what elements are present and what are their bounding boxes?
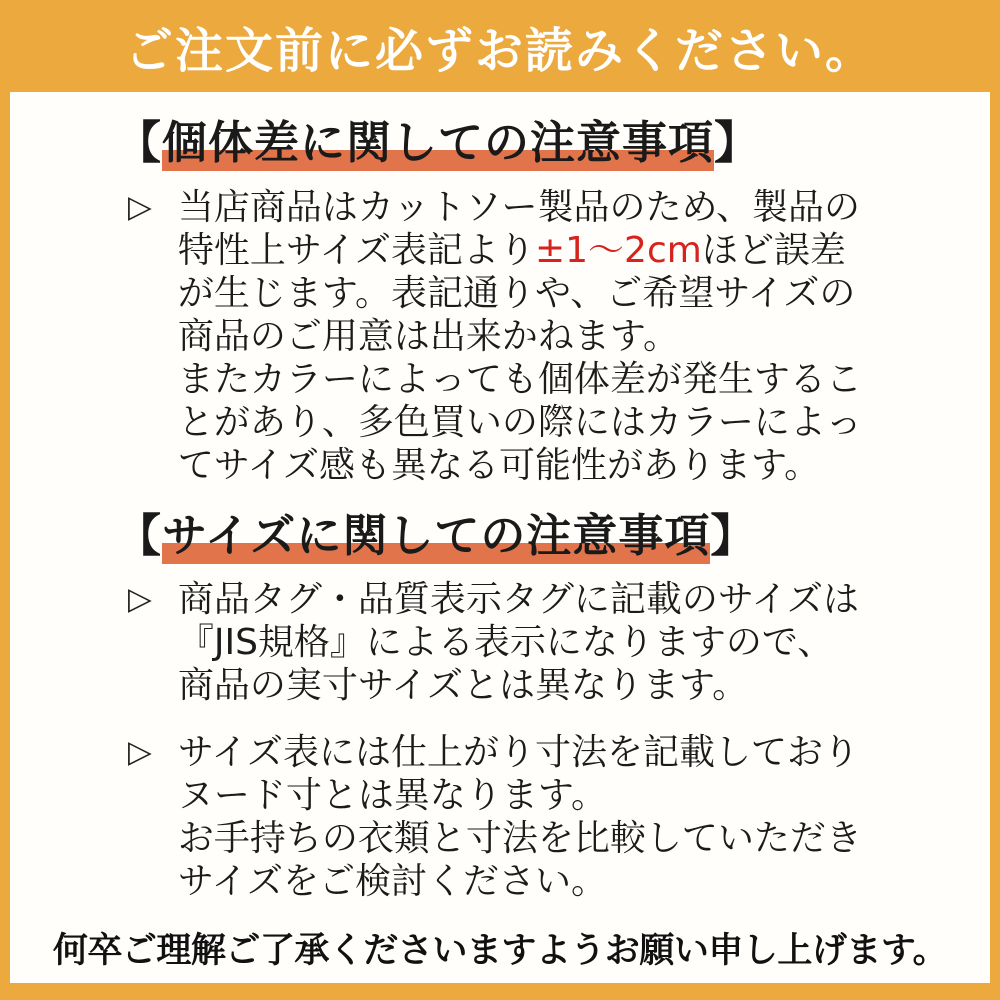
section-heading-text: サイズに関しての注意事項 xyxy=(162,509,711,562)
text-line: が生じます。表記通りや、ご希望サイズの xyxy=(177,273,856,314)
text-line: 特性上サイズ表記より±1〜2cmほど誤差 xyxy=(177,230,846,271)
triangle-bullet-icon: ▷ xyxy=(128,581,152,617)
bracket-open: 【 xyxy=(116,509,163,562)
text-line: サイズ表には仕上がり寸法を記載しており xyxy=(177,732,859,773)
text-line: 当店商品はカットソー製品のため、製品の xyxy=(177,187,861,228)
bracket-close: 】 xyxy=(714,116,761,169)
bullet-text xyxy=(178,186,862,487)
bracket-open: 【 xyxy=(116,116,163,169)
triangle-bullet-icon: ▷ xyxy=(128,734,152,770)
text-line: お手持ちの衣類と寸法を比較していただき xyxy=(177,818,862,859)
header-band xyxy=(0,0,1000,92)
tolerance-highlight: ±1〜2cm xyxy=(534,230,702,271)
text-line: 商品のご用意は出来かねます。 xyxy=(177,316,679,357)
text-line: ヌード寸とは異なります。 xyxy=(177,775,607,816)
text-line: 商品の実寸サイズとは異なります。 xyxy=(177,665,749,706)
bullet-item xyxy=(128,578,859,707)
text-line: サイズをご検討ください。 xyxy=(177,861,607,902)
bullet-text xyxy=(178,731,862,903)
page-title: ご注文前に必ずお読みください。 xyxy=(124,22,875,79)
bullet-item xyxy=(128,186,862,487)
content-panel xyxy=(10,92,990,983)
triangle-bullet-icon: ▷ xyxy=(128,189,152,225)
section-heading-individual-differences xyxy=(116,106,760,171)
text-line: またカラーによっても個体差が発生するこ xyxy=(177,359,862,400)
bracket-close: 】 xyxy=(710,509,757,562)
section-heading-size xyxy=(116,499,756,564)
text-line: 商品タグ・品質表示タグに記載のサイズは xyxy=(177,579,859,620)
bullet-text xyxy=(178,578,859,707)
section-heading-text: 個体差に関しての注意事項 xyxy=(162,116,715,169)
text-line: 『JIS規格』による表示になりますので、 xyxy=(177,622,834,663)
text-line: とがあり、多色買いの際にはカラーによっ xyxy=(177,402,862,443)
bullet-item xyxy=(128,731,862,903)
footer-note: 何卒ご理解ご了承くださいますようお願い申し上げます。 xyxy=(52,931,948,971)
text-line: てサイズ感も異なる可能性があります。 xyxy=(177,445,821,486)
